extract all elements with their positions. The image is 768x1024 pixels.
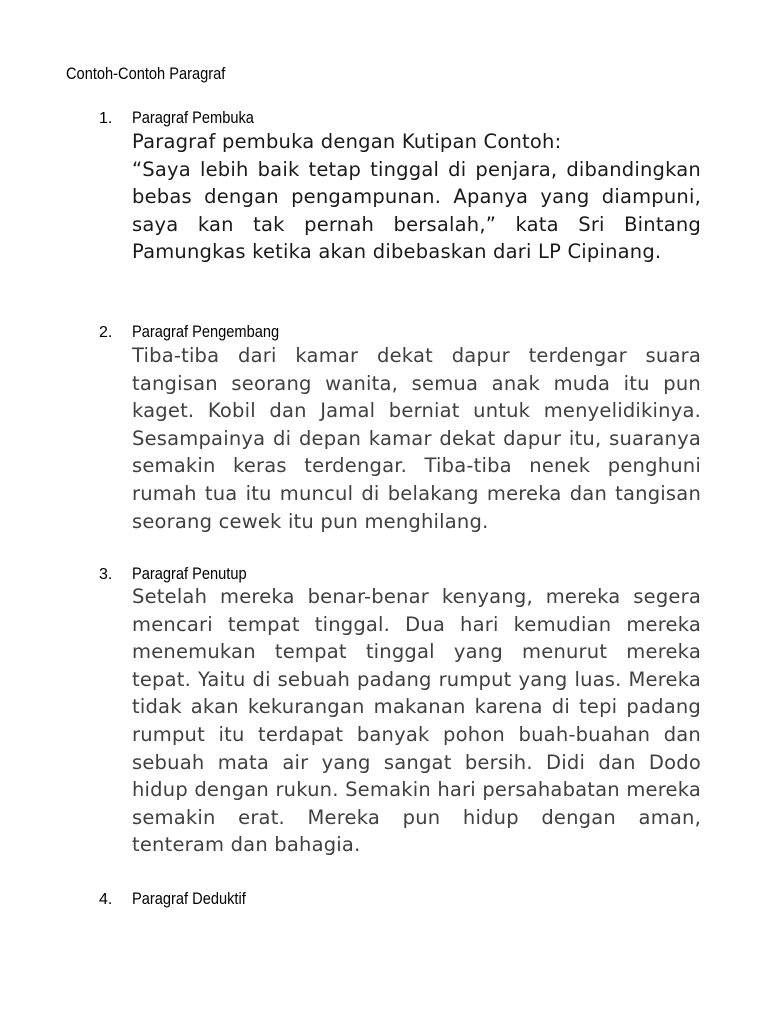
document-title: Contoh-Contoh Paragraf xyxy=(66,64,226,83)
paragraph-pengembang xyxy=(132,342,701,535)
paragraph-pembuka-intro: Paragraf pembuka dengan Kutipan Contoh: xyxy=(132,130,562,153)
list-heading-paragraf-deduktif: Paragraf Deduktif xyxy=(132,889,246,908)
paragraph-penutup xyxy=(132,583,701,859)
list-number-1: 1. xyxy=(99,110,113,127)
list-heading-paragraf-pengembang: Paragraf Pengembang xyxy=(132,322,280,341)
list-heading-paragraf-pembuka: Paragraf Pembuka xyxy=(132,108,254,127)
list-heading-paragraf-penutup: Paragraf Penutup xyxy=(132,564,247,583)
paragraph-pembuka-quote: “Saya lebih baik tetap tinggal di penjara, dibandingkan bebas dengan pengampunan. Apanya yang diampuni, saya kan tak pernah bersalah,” kata Sri Bintang Pamungkas ketika akan dibebaskan dari LP Cipinang. xyxy=(132,157,701,264)
paragraph-pembuka xyxy=(132,128,701,266)
list-number-2: 2. xyxy=(99,324,113,341)
list-number-4: 4. xyxy=(99,891,113,908)
paragraph-penutup-text: Setelah mereka benar-benar kenyang, mereka segera mencari tempat tinggal. Dua hari kemudian mereka menemukan tempat tinggal yang menurut mereka tepat. Yaitu di sebuah padang rumput yang luas. Mereka tidak akan kekurangan makanan karena di tepi padang rumput itu terdapat banyak pohon buah-buahan dan sebuah mata air yang sangat bersih. Didi dan Dodo hidup dengan rukun. Semakin hari persahabatan mereka semakin erat. Mereka pun hidup dengan aman, tenteram dan bahagia. xyxy=(132,585,701,857)
list-number-3: 3. xyxy=(99,566,113,583)
paragraph-pengembang-text: Tiba-tiba dari kamar dekat dapur terdengar suara tangisan seorang wanita, semua anak muda itu pun kaget. Kobil dan Jamal berniat untuk menyelidikinya. Sesampainya di depan kamar dekat dapur itu, suaranya semakin keras terdengar. Tiba-tiba nenek penghuni rumah tua itu muncul di belakang mereka dan tangisan seorang cewek itu pun menghilang. xyxy=(132,344,701,533)
